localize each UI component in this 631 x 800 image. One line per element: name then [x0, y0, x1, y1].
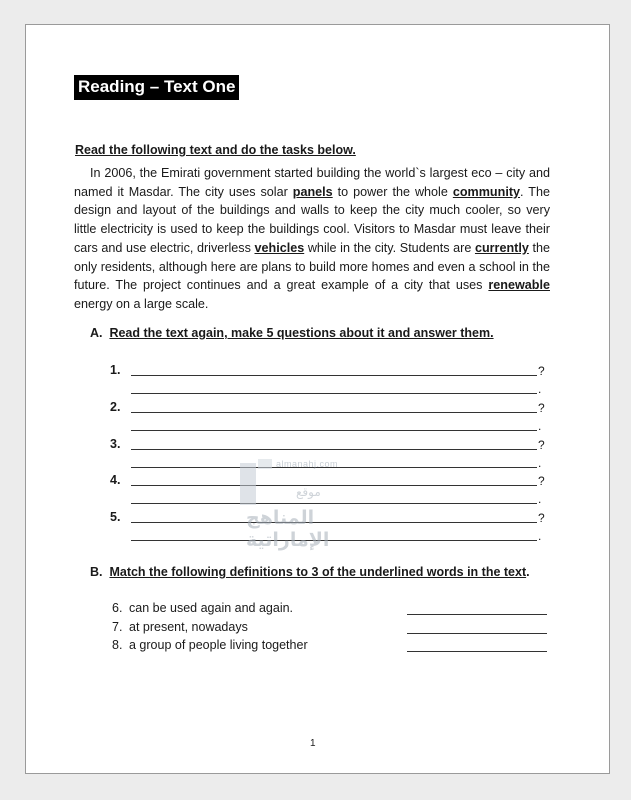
question-number: 4. — [110, 473, 121, 487]
answer-period: . — [538, 456, 542, 470]
answer-period: . — [538, 382, 542, 396]
passage-text: energy on a large scale. — [74, 296, 209, 311]
question-mark: ? — [538, 438, 545, 452]
question-row — [110, 363, 550, 397]
passage-text: . The design and layout of the buildings and walls to keep the city much cooler, so very little electricity is used to keep the buildings cool. Visitors to Masdar must leave their cars and use electric, driverless — [74, 184, 550, 255]
answer-period: . — [538, 419, 542, 433]
watermark-arabic-small: موقع — [296, 485, 321, 499]
underlined-word-currently: currently — [474, 240, 529, 255]
answer-blank[interactable] — [407, 651, 547, 652]
definition-row — [112, 638, 562, 656]
passage-text: In 2006, the Emirati government started building the world`s largest eco – city and named it Masdar. The city uses solar — [74, 166, 550, 199]
page-title: Reading – Text One — [74, 75, 239, 100]
watermark-site-text: almanahj.com — [276, 459, 339, 469]
section-b-period: . — [526, 565, 530, 579]
question-number: 2. — [110, 400, 121, 414]
answer-blank[interactable] — [407, 614, 547, 615]
watermark-shape — [240, 463, 256, 505]
question-row — [110, 400, 550, 434]
question-blank[interactable] — [131, 375, 537, 376]
question-mark: ? — [538, 511, 545, 525]
worksheet-page — [25, 24, 610, 774]
definition-text: at present, nowadays — [129, 620, 248, 634]
section-b-title — [90, 565, 530, 579]
definition-text: can be used again and again. — [129, 601, 294, 615]
question-number: 5. — [110, 510, 121, 524]
definition-number: 8. — [112, 638, 123, 652]
page-number: 1 — [310, 738, 316, 749]
reading-passage — [74, 164, 550, 314]
watermark-arabic-main: المناهج الإماراتية — [246, 507, 330, 551]
definition-number: 6. — [112, 601, 123, 615]
watermark-logo — [240, 459, 370, 551]
question-number: 1. — [110, 363, 121, 377]
passage-text: to power the whole — [332, 184, 453, 199]
definition-number: 7. — [112, 620, 123, 634]
definition-row — [112, 620, 562, 638]
section-a-heading: Read the text again, make 5 questions about it and answer them. — [109, 326, 494, 340]
answer-period: . — [538, 529, 542, 543]
question-number: 3. — [110, 437, 121, 451]
definition-text: a group of people living together — [129, 638, 308, 652]
answer-blank[interactable] — [131, 393, 537, 394]
underlined-word-vehicles: vehicles — [254, 240, 305, 255]
passage-text: while in the city. Students are — [304, 240, 475, 255]
question-mark: ? — [538, 401, 545, 415]
question-mark: ? — [538, 474, 545, 488]
section-b-letter: B. — [90, 565, 103, 579]
watermark-shape — [258, 459, 272, 469]
underlined-word-panels: panels — [292, 184, 333, 199]
answer-period: . — [538, 492, 542, 506]
section-a-title — [90, 326, 494, 340]
underlined-word-renewable: renewable — [488, 278, 550, 293]
question-mark: ? — [538, 364, 545, 378]
question-blank[interactable] — [131, 449, 537, 450]
passage-text: the only residents, although here are plans to build more homes and even a school in the future. The project continues and a great example of a city that uses — [74, 240, 550, 293]
question-blank[interactable] — [131, 412, 537, 413]
answer-blank[interactable] — [131, 430, 537, 431]
section-a-letter: A. — [90, 326, 103, 340]
underlined-word-community: community — [452, 184, 521, 199]
instructions: Read the following text and do the tasks below. — [75, 143, 356, 157]
definition-row — [112, 601, 562, 619]
answer-blank[interactable] — [407, 633, 547, 634]
section-b-heading: Match the following definitions to 3 of the underlined words in the text — [109, 565, 527, 579]
